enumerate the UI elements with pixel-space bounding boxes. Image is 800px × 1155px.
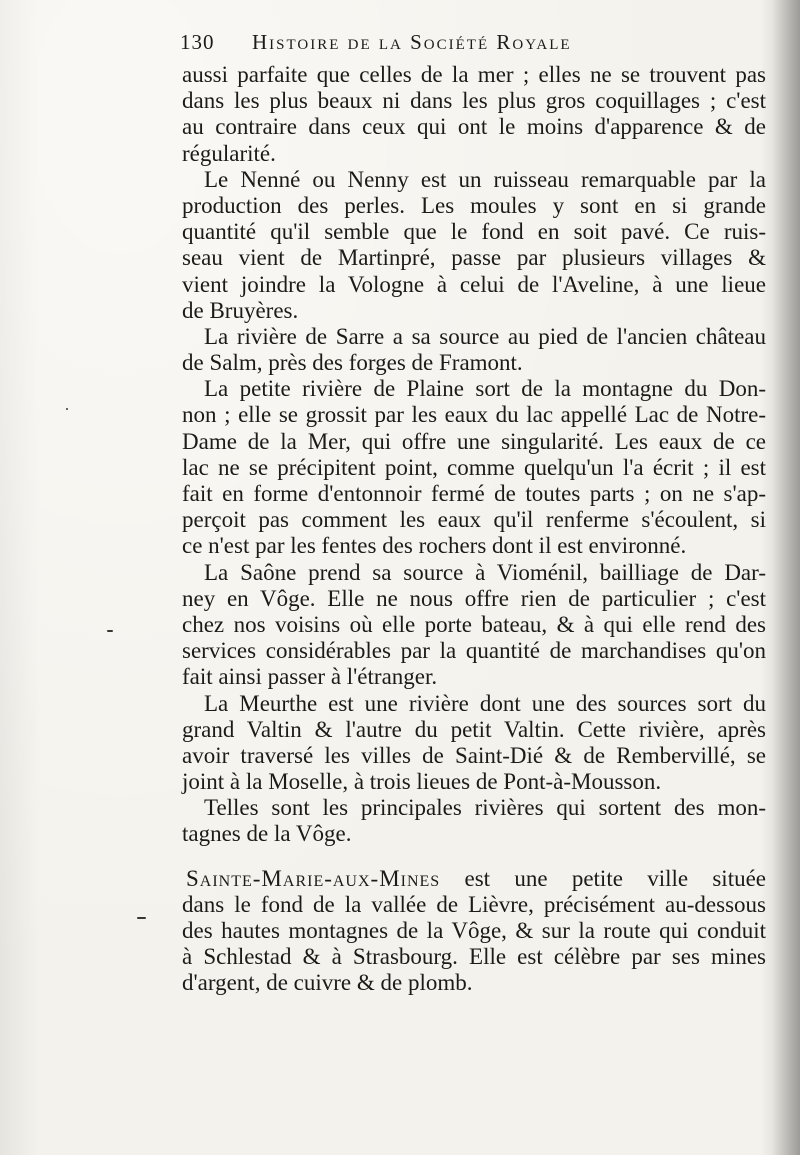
text-line: perçoit pas comment les eaux qu'il renferme s'écoulent, si: [182, 507, 766, 533]
text-line: services considérables par la quantité de marchandises qu'on: [182, 638, 766, 664]
text-line: Telles sont les principales rivières qui sortent des mon-: [204, 795, 766, 821]
section-first-line: [182, 866, 766, 892]
text-line: au contraire dans ceux qui ont le moins d'apparence & de: [182, 114, 766, 140]
text-line: est une petite ville située: [464, 865, 767, 891]
section-heading: Sainte-Marie-aux-Mines: [186, 865, 441, 891]
text-line: La petite rivière de Plaine sort de la montagne du Don-: [204, 376, 766, 402]
text-line: fait ainsi passer à l'étranger.: [182, 664, 438, 690]
text-line: fait en forme d'entonnoir fermé de toutes parts ; on ne s'ap-: [182, 481, 766, 506]
running-head: [180, 30, 710, 55]
text-line: à Schlestad & à Strasbourg. Elle est célèbre par ses mines: [182, 944, 766, 970]
text-line: lac ne se précipitent point, comme quelqu'un l'a écrit ; il est: [182, 454, 766, 480]
gutter-shadow: [772, 0, 800, 1155]
text-line: chez nos voisins où elle porte bateau, & à qui elle rend des: [182, 611, 766, 637]
running-title: Histoire de la Société Royale: [252, 30, 572, 54]
text-line: avoir traversé les villes de Saint-Dié & de Rembervillé, se: [182, 742, 766, 768]
text-line: La Meurthe est une rivière dont une des sources sort du: [204, 690, 766, 716]
text-line: non ; elle se grossit par les eaux du lac appellé Lac de Notre-: [182, 402, 766, 428]
text-line: aussi parfaite que celles de la mer ; elles ne se trouvent pas: [182, 62, 766, 87]
text-line: de Salm, près des forges de Framont.: [182, 350, 523, 376]
text-line: d'argent, de cuivre & de plomb.: [182, 970, 473, 996]
text-line: tagnes de la Vôge.: [182, 821, 352, 847]
text-line: Le Nenné ou Nenny est un ruisseau remarquable par la: [204, 166, 766, 192]
section-gap: [182, 848, 766, 866]
text-line: seau vient de Martinpré, passe par plusieurs villages &: [182, 245, 766, 271]
text-line: dans le fond de la vallée de Lièvre, précisément au-dessous: [182, 891, 766, 917]
margin-mark: [107, 630, 113, 632]
text-line: La rivière de Sarre a sa source au pied de l'ancien château: [204, 323, 766, 349]
page-number: 130: [180, 30, 215, 54]
text-line: Dame de la Mer, qui offre une singularité. Les eaux de ce: [182, 428, 766, 454]
text-line: production des perles. Les moules y sont en si grande: [182, 192, 766, 218]
text-line: dans les plus beaux ni dans les plus gros coquillages ; c'est: [182, 88, 766, 114]
margin-speck: [66, 408, 68, 410]
text-line: ney en Vôge. Elle ne nous offre rien de particulier ; c'est: [182, 585, 766, 611]
text-line: ce n'est par les fentes des rochers dont il est environné.: [182, 533, 687, 559]
margin-mark: [137, 917, 146, 919]
text-line: joint à la Moselle, à trois lieues de Pont-à-Mousson.: [182, 769, 662, 795]
text-line: quantité qu'il semble que le fond en soit pavé. Ce ruis-: [182, 219, 766, 245]
text-line: régularité.: [182, 140, 276, 166]
text-line: des hautes montagnes de la Vôge, & sur la route qui conduit: [182, 918, 766, 943]
text-line: La Saône prend sa source à Vioménil, bailliage de Dar-: [204, 559, 766, 585]
text-line: de Bruyères.: [182, 297, 299, 323]
text-line: grand Valtin & l'autre du petit Valtin. Cette rivière, après: [182, 716, 766, 742]
text-line: vient joindre la Vologne à celui de l'Aveline, à une lieue: [182, 271, 766, 297]
page-text: [182, 62, 766, 997]
